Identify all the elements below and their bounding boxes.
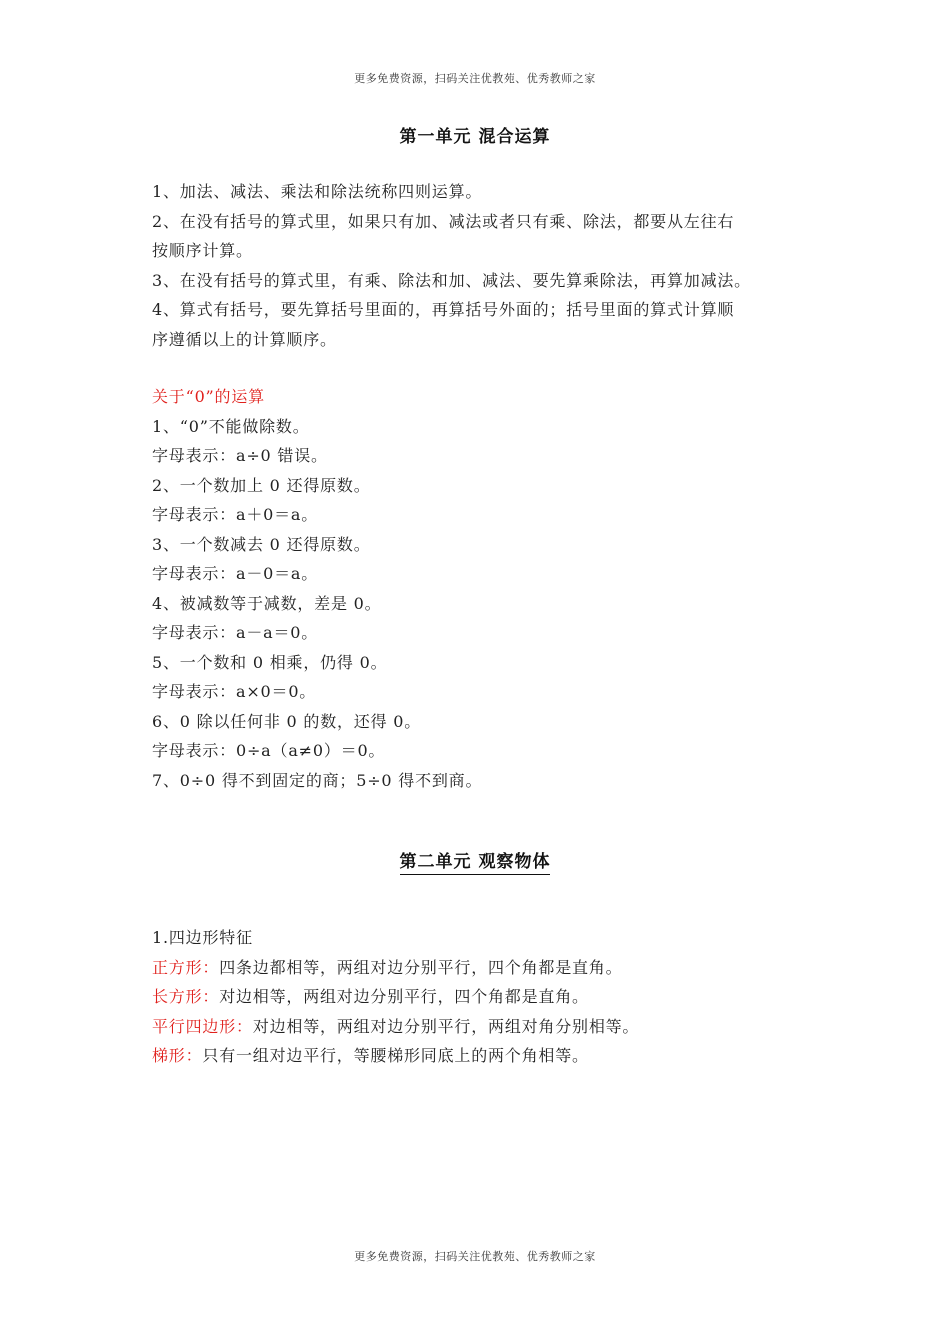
zero-line: 字母表示：a＋0＝a。 bbox=[152, 505, 319, 524]
shape-text: 只有一组对边平行，等腰梯形同底上的两个角相等。 bbox=[202, 1046, 589, 1065]
zero-line: 字母表示：a×0＝0。 bbox=[152, 682, 317, 701]
rule-line: 4、算式有括号，要先算括号里面的，再算括号外面的；括号里面的算式计算顺 bbox=[152, 300, 735, 319]
shape-label: 梯形： bbox=[152, 1046, 203, 1065]
shape-definition bbox=[152, 1041, 812, 1071]
zero-line: 字母表示：a÷0 错误。 bbox=[152, 446, 328, 465]
shape-label: 正方形： bbox=[152, 957, 220, 977]
zero-line: 6、0 除以任何非 0 的数，还得 0。 bbox=[152, 711, 422, 731]
unit1-rules bbox=[152, 177, 812, 354]
zero-section-title: 关于“0”的运算 bbox=[152, 387, 265, 406]
shape-definition bbox=[152, 953, 812, 983]
shape-text: 对边相等，两组对边分别平行，四个角都是直角。 bbox=[219, 987, 589, 1006]
zero-line: 3、一个数减去 0 还得原数。 bbox=[152, 534, 371, 554]
zero-line: 字母表示：a－0＝a。 bbox=[152, 564, 319, 583]
shape-label: 平行四边形： bbox=[152, 1016, 253, 1036]
shape-text: 四条边都相等，两组对边分别平行，四个角都是直角。 bbox=[219, 957, 623, 977]
unit2-content bbox=[152, 923, 812, 1071]
unit2-subtitle: 1.四边形特征 bbox=[152, 928, 253, 947]
rule-line: 按顺序计算。 bbox=[152, 241, 253, 260]
shape-label: 长方形： bbox=[152, 987, 220, 1006]
zero-line: 字母表示：0÷a（a≠0）＝0。 bbox=[152, 741, 386, 760]
rule-line: 序遵循以上的计算顺序。 bbox=[152, 329, 337, 349]
shape-definition bbox=[152, 1012, 812, 1042]
shape-definition bbox=[152, 982, 812, 1012]
shape-text: 对边相等，两组对边分别平行，两组对角分别相等。 bbox=[252, 1016, 640, 1036]
zero-line: 2、一个数加上 0 还得原数。 bbox=[152, 475, 371, 495]
rule-line: 3、在没有括号的算式里，有乘、除法和加、减法、要先算乘除法，再算加减法。 bbox=[152, 270, 751, 290]
unit1-title: 第一单元 混合运算 bbox=[399, 127, 551, 147]
unit2-title-text: 第二单元 观察物体 bbox=[400, 852, 551, 875]
rule-line: 2、在没有括号的算式里，如果只有加、减法或者只有乘、除法，都要从左往右 bbox=[152, 211, 735, 231]
zero-line: 5、一个数和 0 相乘，仍得 0。 bbox=[152, 652, 388, 672]
zero-line: 4、被减数等于减数，差是 0。 bbox=[152, 593, 382, 613]
rule-line: 1、加法、减法、乘法和除法统称四则运算。 bbox=[152, 182, 483, 201]
zero-line: 7、0÷0 得不到固定的商；5÷0 得不到商。 bbox=[152, 770, 483, 790]
page-header-note: 更多免费资源，扫码关注优教苑、优秀教师之家 bbox=[354, 72, 596, 85]
zero-line: 字母表示：a－a＝0。 bbox=[152, 623, 319, 642]
zero-line: 1、“0”不能做除数。 bbox=[152, 416, 310, 436]
unit2-title bbox=[0, 847, 950, 872]
zero-section bbox=[152, 382, 812, 795]
page-footer-note: 更多免费资源，扫码关注优教苑、优秀教师之家 bbox=[354, 1250, 596, 1263]
